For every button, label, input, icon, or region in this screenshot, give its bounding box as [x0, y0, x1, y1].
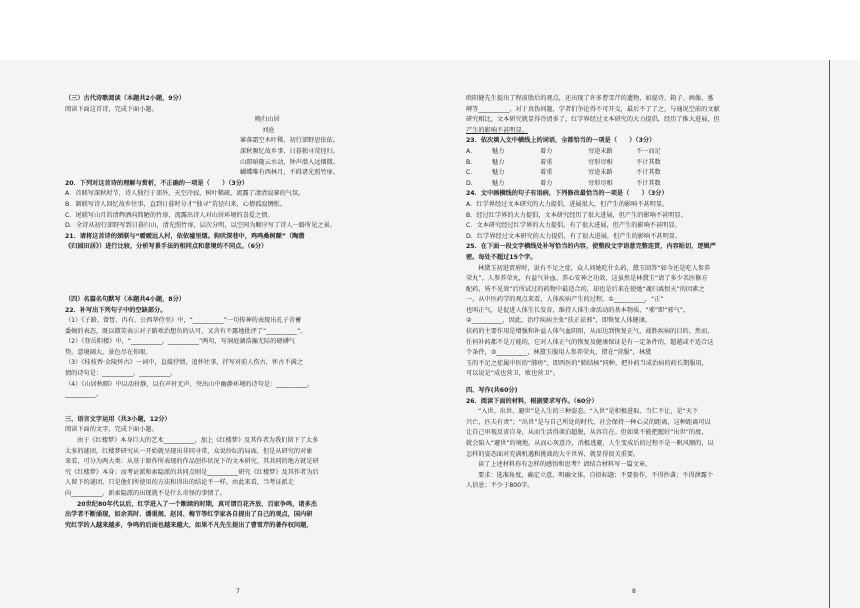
answer-space	[65, 253, 430, 295]
poem-line: 深秋频忆故乡事，日暮独寻荒径归。	[240, 147, 339, 155]
option-row: A． 魅力 着力 穷途末路 不一而足	[466, 147, 661, 155]
left-page	[65, 94, 430, 531]
fill-line: （1）《子路、曾皙、冉有、公西华侍坐》中，“__________”一句传神的表现出孔子含蓄	[65, 317, 302, 325]
page-number: 7	[236, 588, 240, 595]
passage-line: 也叫正气，是促进人体生长发育，维持人体生命活动的基本物质，“邪”即“邪气”。	[466, 306, 690, 314]
passage-line: 可以说是“成也营卫，败也营卫”。	[466, 370, 560, 378]
question-21: 21．请将这首诗的颈联与“暧暧远人村，依依墟里烟。狗吠深巷中，鸡鸣桑树颠”（陶潜	[65, 232, 305, 240]
option-row: B． 魅力 着重 穷形尽相 不计其数	[466, 158, 661, 166]
fill-line: 委婉的表态，既以微笑表示对子路欢治想负的认可，又含有不露地批评了“__________”。	[65, 327, 307, 335]
fill-line: __________。	[65, 391, 103, 399]
material-line: 就会陷入“避世”的境地。从而心灰意冷，消极逃避，人生变成后的过程不是一帆风顺的，以	[466, 440, 714, 447]
passage-line: 扶药的主要作用是增强和补益人体气血阴阳，从而达到恢复正气、战胜疾病的目的。然而，	[466, 328, 714, 336]
poem-author: 刘沧	[262, 126, 275, 134]
passage-line: 一。从中医药学的观点来看，人体疾病产生的过程，①__________，“正”	[466, 296, 664, 304]
passage-line: 任何补药都不是万能的，它对人体正气的恢复及健康保证是有一定条件的，超越或不适合这	[466, 338, 714, 346]
material-line: “入世、出世、避世”是人生的三种姿态。“入世”是积极进取、当仁不让，是“天下	[478, 408, 699, 416]
material-line: 怎样的姿态面对充满机遇和挑战的大千世界，就显得很关重要。	[466, 450, 640, 458]
fill-line: （4）《山居秋暝》中以动衬静，以有声衬无声，突出山中幽静环境的诗句是：__________，	[65, 380, 314, 388]
option: B．颔联写诗人回忆故乡往事，直到日暮时分才“独寻”荒径归来，心情孤寂惆怅。	[65, 200, 287, 208]
passage-line: 来看，可分为两大类：从基于原作所表现的作品创作状况下的文本研究、其共同的地方就是研	[65, 458, 319, 466]
passage-line: 向__________，新索隐派的出现就不是什么奇怪的事情了。	[65, 490, 226, 497]
passage-line: 产生的影响不甚明显。	[466, 126, 528, 134]
passage-line: 荣丸”。人参养荣丸，有益气补血、养心安神之功效，这虽然是林黛玉“请了多少名医修方	[466, 275, 708, 283]
passage-line: 林黛玉初进贾府时，说有不足之症，众人问她吃什么药，黛玉回答“如今还是吃人参养	[478, 264, 711, 272]
passage-line: 由于《红楼梦》本身巨大的艺术__________，加上《红楼梦》及其作者为我们留下了太多	[77, 437, 319, 445]
question-20: 20．下列对这首诗的理解与赏析，不正确的一项是（ ）（3分）	[65, 179, 249, 187]
material-line: 让自己审视反省自身，从而生活得谈泊超脱，从容自在。但如果不能把握好“出世”的度，	[466, 429, 708, 437]
section-title: 三、语言文字运用（共3小题，12分）	[65, 415, 171, 423]
section-title: （四）名篇名句默写（本题共4小题，8分）	[65, 295, 185, 303]
requirement-line: 要求：选准角度，确定立意，明确文体，自拟标题；不要套作，不得抄袭；不得泄露个	[478, 471, 714, 479]
right-page	[466, 94, 831, 492]
question-22: 22．补写出下列句子中的空缺部分。	[65, 306, 167, 314]
passage-line: 玉的不足之症属中医的“肺痨”，即西医的“肺结核”同种，把补药当成治病的药长期服用，	[466, 359, 708, 367]
option: B．经过红学界的大力提倡，文本研究经历了很大进展，但产生的影响不甚明显。	[466, 211, 687, 219]
fill-line: 势。意境阔大，景色尽在你眼。	[65, 348, 152, 356]
passage-line: ②__________，因此，治疗疾病主张“扶正祛邪”，即恢复人体健康。	[466, 317, 652, 325]
question-24: 24．文中画横线的句子有语病，下列修改最恰当的一项是（ ）（3分）	[466, 190, 668, 198]
option: A．红学界经过文本研究的大力提倡，进展很大，但产生的影响不甚明显。	[466, 200, 669, 208]
instruction: 阅读下面的文字，完成下面小题。	[65, 426, 158, 434]
passage-line: 碑等__________，对于真伪问题，学者们争论得不可开交，最后不了了之，与通况空前的文献	[466, 105, 720, 113]
fill-line: （3）《桂枝香·金陵怀古》一词中，直接抒情，追怀往事，抒写对前人伤古，怀古不满之	[65, 359, 303, 367]
material-line: 读了上述材料你有怎样的感悟和思考？请结合材料写一篇文章。	[478, 461, 652, 469]
fill-line: 情的诗句是：__________，__________。	[65, 370, 177, 378]
poem-title: 晚归山居	[255, 116, 280, 124]
fill-line: （2）《登岳阳楼》中，“__________，__________”两句，写洞庭湖浩瀚无际的磅礴气	[65, 338, 295, 346]
passage-line: 欧阳健先生提出了程前脂后的观点，还出现了许多曹雪芹的遗物，如提诗、箱子、画像、墓	[466, 95, 714, 102]
question-25: 25．在下面一段文字横线处补写恰当的内容，使整段文字语意完整连贯，内容贴切，逻辑严	[466, 243, 716, 251]
spacer	[65, 401, 430, 415]
section-title: （三）古代诗歌阅读（本题共2小题，9分）	[65, 95, 185, 102]
requirement-line: 人信息；不少于800字。	[466, 482, 534, 490]
page-number: 8	[632, 588, 636, 595]
passage-line: 究《红楼梦》本身；而考证派和索隐派的共同点则是__________研究《红楼梦》及其作者为后	[65, 468, 319, 476]
option: A．首联写深秋时节，诗人独行于郊外，天空冷寂，树叶稀疏，流露了凄清寂寥的气氛。	[65, 190, 305, 198]
instruction: 阅读下面这首诗，完成下面小题。	[65, 105, 158, 113]
poem-line: 山即暗随云水动，钟声潜入远烟微。	[240, 158, 339, 166]
passage-line: 个条件，③__________，林黛玉服用人参养荣丸，错在“营服”，林黛	[466, 349, 652, 357]
passage-line: 研究相比，文本研究就显得冷清多了，红学界经过文本研究的大力提倡，经历了推大进展，但	[466, 116, 720, 124]
passage-line: 配药，皆不见效”后所试过的药物中最适合的，却也是后来在使她“魂归离恨天”的因素之	[466, 285, 705, 293]
poem-line: 寥落霜空木叶稀，初行郊野思依依。	[240, 137, 339, 145]
option: C．文本研究经过红学界的大力提倡，有了很大进展，但产生的影响不甚明显。	[466, 222, 681, 230]
option: C．尾联写山月的清辉洒向简陋的竹扉，流露出诗人对山居环境的喜爱之情。	[65, 211, 274, 219]
option-row: D． 魅力 着力 穷形尽相 不计其数	[466, 179, 661, 187]
passage-line: 太多的谜团，红楼梦研究从一开始就呈现出非同寻常、众说纷纭的局面，但是从研究的对象	[65, 447, 313, 455]
passage-line: 出学者不断涌现，如余英时、潘重规、赵冈、梅节等红学家各自提出了自己的观点，国内研	[65, 511, 313, 519]
poem-line: 蝴蝶唯有西林月，不碍诸光照竹扉。	[240, 169, 339, 177]
question-26: 26．阅读下面的材料，根据要求写作。（60分）	[466, 397, 598, 405]
question-21-cont: 《归园田居》）进行比较，分析写景手法的相同点和意境的不同点。（6分）	[65, 243, 268, 251]
section-title: 四、写作(共60分)	[466, 387, 518, 395]
question-25-cont: 密。每处不超过15个字。	[466, 253, 537, 261]
option: D．全诗从初行郊野写到日暮归山，清光照竹扉，层次分明，以空间为顺序写了诗人一路所见之景。	[65, 222, 336, 230]
passage-line: 人留下的谜团，只是他们所使用的方法和得出的结论不一样。由此来看，当考证派走	[65, 479, 294, 487]
option-row: C． 魅力 着重 穷途末路 不计其数	[466, 169, 661, 177]
question-23: 23．依次填入文中横线上的词语，全都恰当的一项是（ ）（3分）	[466, 137, 656, 145]
passage-line: 究红学的人越来越多，争鸣的后面也越来越大，如果不凡先生提出了曹雪芹的著作权问题，	[65, 521, 313, 529]
material-line: 兴亡，匹夫有责”；“出世”是与自己所处的时代、社会保持一种心灵的距离，这种距离可以	[466, 418, 711, 426]
passage-line: 20世纪80年代以后，红学进入了一个断续的时期，真可谓百花齐放、百家争鸣，诸多杰	[77, 500, 317, 508]
option: D．红学界经过文本研究的大力提倡，有了很大进展，但产生的影响不甚明显。	[466, 232, 682, 240]
